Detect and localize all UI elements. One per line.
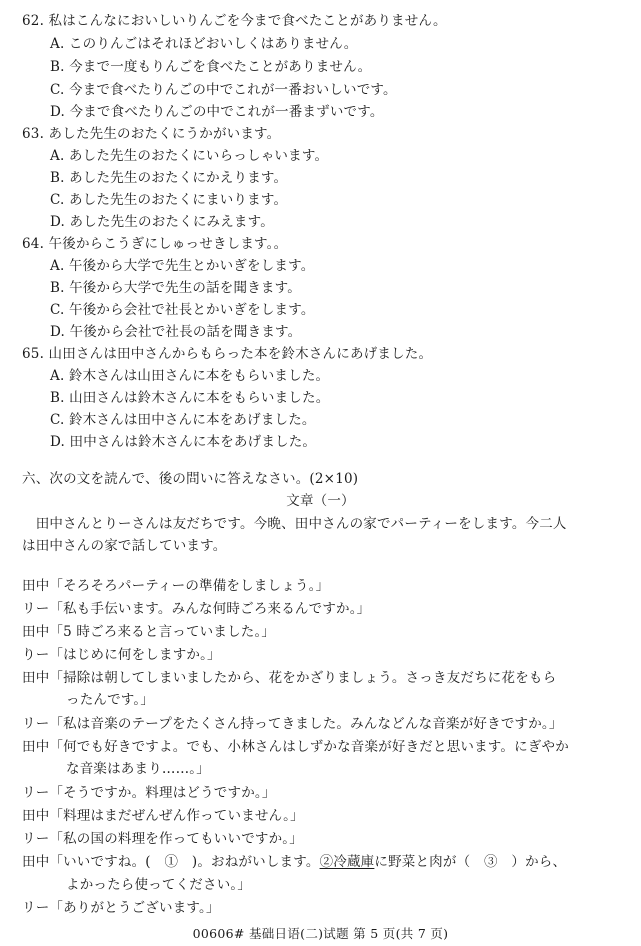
speech-text: 「はじめに何をしますか。」 <box>49 647 221 663</box>
dialogue-line <box>22 784 276 802</box>
question-62-option-c: C. 今まで食べたりんごの中でこれが一番おいしいです。 <box>50 82 397 98</box>
speaker-name: リー <box>22 831 50 847</box>
speech-text: 「私も手伝います。みんな何時ごろ来るんですか。」 <box>49 601 371 617</box>
question-65-option-b: B. 山田さんは鈴木さんに本をもらいました。 <box>50 390 330 406</box>
question-65-stem: 65. 山田さんは田中さんからもらった本を鈴木さんにあげました。 <box>22 346 433 362</box>
passage-title: 文章（一） <box>286 493 355 509</box>
speaker-name: リー <box>22 900 50 916</box>
question-62-option-d: D. 今まで食べたりんごの中でこれが一番まずいです。 <box>50 104 384 120</box>
speaker-name: 田中 <box>22 854 50 870</box>
dialogue-line <box>22 830 303 848</box>
speech-text: 「掃除は朝してしまいましたから、花をかざりましょう。さっき友だちに花をもら <box>49 670 557 686</box>
speech-text: 「5 時ごろ来ると言っていました。」 <box>49 624 276 640</box>
speaker-name: りー <box>22 647 50 663</box>
question-63-option-b: B. あした先生のおたくにかえります。 <box>50 170 288 186</box>
page-footer: 00606# 基础日语(二)试题 第 5 页(共 7 页) <box>192 926 449 941</box>
speech-text: に野菜と肉が（ ③ ）から、 <box>374 854 567 870</box>
question-63-option-a: A. あした先生のおたくにいらっしゃいます。 <box>50 148 329 164</box>
speech-continuation: な音楽はあまり……。」 <box>66 761 210 777</box>
dialogue-line <box>22 853 566 871</box>
question-62-option-b: B. 今まで一度もりんごを食べたことがありません。 <box>50 59 372 75</box>
question-64-option-b: B. 午後から大学で先生の話を聞きます。 <box>50 280 301 296</box>
question-64-option-c: C. 午後から会社で社長とかいぎをします。 <box>50 302 315 318</box>
speech-text: 「いいですね。( ① )。おねがいします。 <box>49 854 320 870</box>
speaker-name: リー <box>22 716 50 732</box>
dialogue-line <box>22 600 370 618</box>
dialogue-line <box>22 807 304 825</box>
dialogue-line <box>22 715 563 733</box>
speaker-name: 田中 <box>22 739 50 755</box>
speech-text: 「そうですか。料理はどうですか。」 <box>49 785 276 801</box>
question-63-option-c: C. あした先生のおたくにまいります。 <box>50 192 288 208</box>
speech-text: 「何でも好きですよ。でも、小林さんはしずかな音楽が好きだと思います。にぎやか <box>49 739 569 755</box>
speaker-name: 田中 <box>22 578 50 594</box>
speech-text: 「私は音楽のテープをたくさん持ってきました。みんなどんな音楽が好きですか。」 <box>49 716 563 732</box>
dialogue-line <box>22 646 221 664</box>
speech-text: 「私の国の料理を作ってもいいですか。」 <box>49 831 303 847</box>
passage-intro-line-1: 田中さんとりーさんは友だちです。今晩、田中さんの家でパーティーをします。今二人 <box>22 516 567 532</box>
speaker-name: 田中 <box>22 808 50 824</box>
speaker-name: 田中 <box>22 670 50 686</box>
question-64-option-d: D. 午後から会社で社長の話を聞きます。 <box>50 324 302 340</box>
dialogue-line <box>22 623 275 641</box>
speaker-name: 田中 <box>22 624 50 640</box>
speech-continuation: よかったら使ってください。」 <box>66 877 252 893</box>
dialogue-line <box>22 738 569 756</box>
dialogue-line <box>22 669 556 687</box>
question-63-stem: 63. あした先生のおたくにうかがいます。 <box>22 126 281 142</box>
question-63-option-d: D. あした先生のおたくにみえます。 <box>50 214 274 230</box>
question-62-stem: 62. 私はこんなにおいしいりんごを今まで食べたことがありません。 <box>22 13 447 29</box>
dialogue-line <box>22 899 220 917</box>
speech-text: 「料理はまだぜんぜん作っていません。」 <box>49 808 304 824</box>
question-65-option-a: A. 鈴木さんは山田さんに本をもらいました。 <box>50 368 330 384</box>
speech-text: 「そろそろパーティーの準備をしましょう。」 <box>49 578 330 594</box>
question-62-option-a: A. このりんごはそれほどおいしくはありません。 <box>50 36 358 52</box>
speaker-name: リー <box>22 601 50 617</box>
underlined-term-refrigerator: ②冷蔵庫 <box>319 854 375 870</box>
speaker-name: リー <box>22 785 50 801</box>
question-65-option-d: D. 田中さんは鈴木さんに本をあげました。 <box>50 434 317 450</box>
question-64-option-a: A. 午後から大学で先生とかいぎをします。 <box>50 258 315 274</box>
section-heading: 六、次の文を読んで、後の問いに答えなさい。(2×10) <box>22 471 359 487</box>
dialogue-line <box>22 577 329 595</box>
question-64-stem: 64. 午後からこうぎにしゅっせきします。。 <box>22 236 288 252</box>
passage-intro-line-2: は田中さんの家で話しています。 <box>22 538 227 554</box>
speech-continuation: ったんです。」 <box>66 692 155 708</box>
speech-text: 「ありがとうございます。」 <box>49 900 220 916</box>
question-65-option-c: C. 鈴木さんは田中さんに本をあげました。 <box>50 412 316 428</box>
